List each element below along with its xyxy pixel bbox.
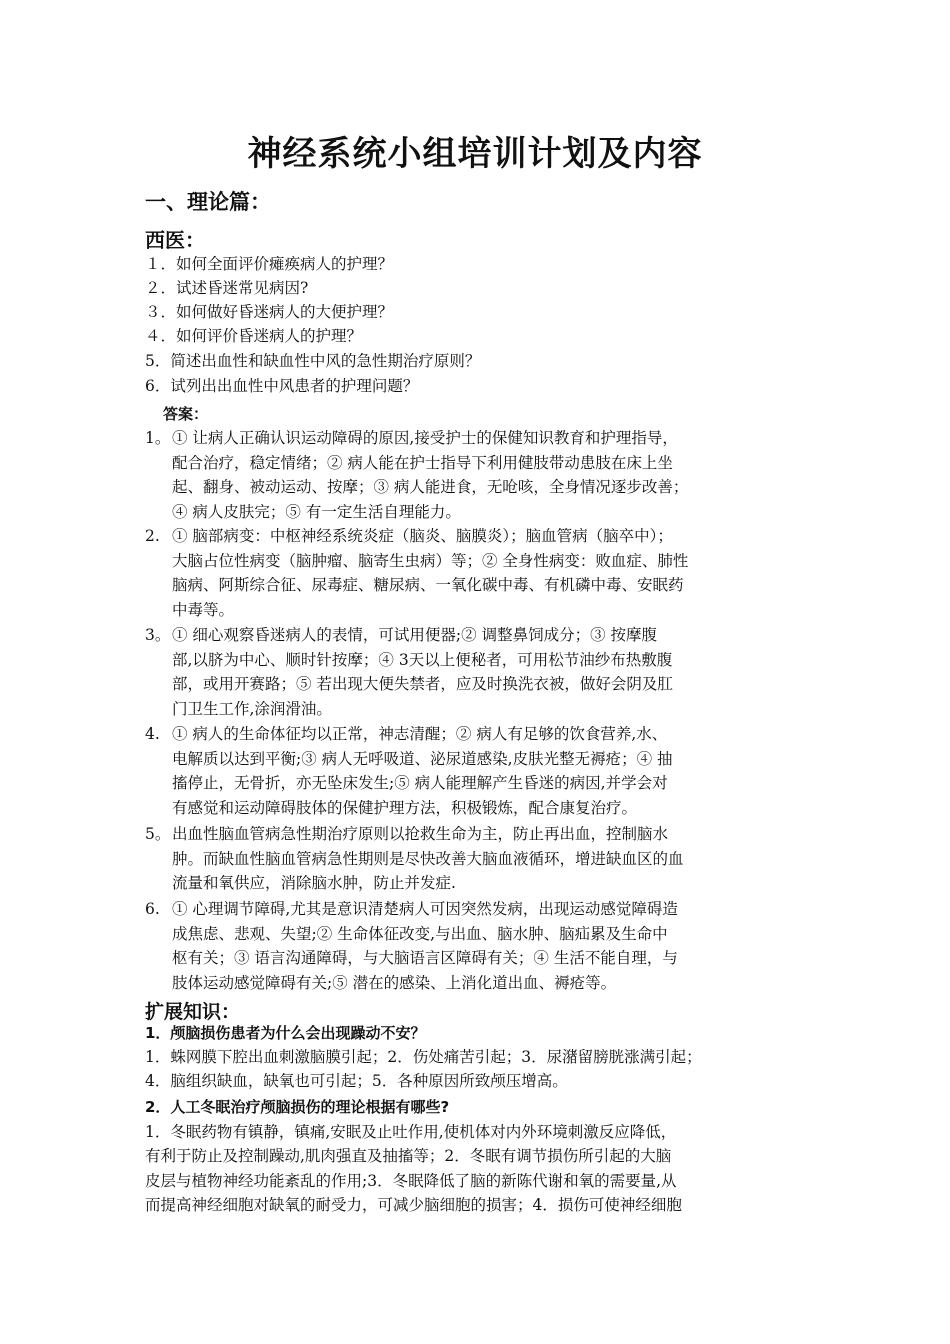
paragraph-line: 4．脑组织缺血，缺氧也可引起；5．各种原因所致颅压增高。 <box>145 1072 568 1091</box>
paragraph-line: 有利于防止及控制躁动,肌肉强直及抽搐等；2．冬眠有调节损伤所引起的大脑 <box>145 1147 672 1166</box>
extended-answer-2 <box>145 1120 815 1218</box>
answer-line: ④ 病人皮肤完；⑤ 有一定生活自理能力。 <box>172 502 461 521</box>
extended-question-2: 2．人工冬眠治疗颅脑损伤的理论根据有哪些? <box>145 1098 450 1116</box>
answer-line: 部,以脐为中心、顺时针按摩；④ 3天以上便秘者，可用松节油纱布热敷腹 <box>172 650 673 669</box>
answer-line: 电解质以达到平衡;③ 病人无呼吸道、泌尿道感染,皮肤光整无褥疮；④ 抽 <box>172 749 673 768</box>
answer-line: ① 细心观察昏迷病人的表情，可试用便器;② 调整鼻饲成分；③ 按摩腹 <box>172 626 658 644</box>
answer-item <box>145 897 810 995</box>
question-6: 6．试列出出血性中风患者的护理问题？ <box>145 377 419 395</box>
question-5: 5．简述出血性和缺血性中风的急性期治疗原则？ <box>145 352 481 370</box>
question-1: １．如何全面评价瘫痪病人的护理？ <box>145 255 394 273</box>
answer-line: 流量和氧供应，消除脑水肿，防止并发症. <box>172 874 456 893</box>
page-title: 神经系统小组培训计划及内容 <box>247 134 703 174</box>
answer-line: 肢体运动感觉障碍有关;⑤ 潜在的感染、上消化道出血、褥疮等。 <box>172 973 617 992</box>
paragraph-line: 1．蛛网膜下腔出血刺激脑膜引起；2．伤处痛苦引起；3．尿潴留膀胱涨满引起； <box>145 1048 702 1066</box>
answer-line: 配合治疗，稳定情绪；② 病人能在护士指导下利用健肢带动患肢在床上坐 <box>172 453 673 472</box>
answer-number: 5。 <box>145 825 171 843</box>
answer-number: 2. <box>145 527 160 545</box>
answer-number: 3。 <box>145 626 171 644</box>
paragraph-line: 1．冬眠药物有镇静，镇痛,安眠及止吐作用,使机体对内外环境刺激反应降低， <box>145 1123 677 1141</box>
answer-line: 中毒等。 <box>172 600 235 619</box>
answer-line: 部，或用开赛路；⑤ 若出现大便失禁者，应及时换洗衣被，做好会阴及肛 <box>172 675 673 694</box>
answer-line: ① 让病人正确认识运动障碍的原因,接受护士的保健知识教育和护理指导， <box>172 429 678 447</box>
answer-line: ① 病人的生命体征均以正常，神志清醒；② 病人有足够的饮食营养,水、 <box>172 725 668 743</box>
answer-item <box>145 524 810 622</box>
question-3: ３．如何做好昏迷病人的大便护理？ <box>145 303 394 321</box>
question-2: ２．试述昏迷常见病因? <box>145 279 309 297</box>
paragraph-line: 而提高神经细胞对缺氧的耐受力，可减少脑细胞的损害；4．损伤可使神经细胞 <box>145 1196 682 1215</box>
answer-item <box>145 722 810 820</box>
answer-line: 肿。而缺血性脑血管病急性期则是尽快改善大脑血液循环，增进缺血区的血 <box>172 849 684 868</box>
answer-line: 枢有关；③ 语言沟通障碍，与大脑语言区障碍有关；④ 生活不能自理，与 <box>172 949 678 968</box>
answer-line: 脑病、阿斯综合征、尿毒症、糖尿病、一氧化碳中毒、有机磷中毒、安眠药 <box>172 576 684 595</box>
extended-answer-1 <box>145 1045 815 1094</box>
paragraph-line: 皮层与植物神经功能紊乱的作用;3．冬眠降低了脑的新陈代谢和氧的需要量,从 <box>145 1171 677 1190</box>
extended-question-1: 1．颅脑损伤患者为什么会出现躁动不安？ <box>145 1024 426 1042</box>
answer-number: 6. <box>145 900 160 918</box>
section-heading-extended-knowledge: 扩展知识： <box>145 1001 241 1023</box>
answer-line: 起、翻身、被动运动、按摩；③ 病人能进食，无呛咳，全身情况逐步改善； <box>172 478 689 497</box>
answer-line: ① 脑部病变：中枢神经系统炎症（脑炎、脑膜炎）；脑血管病（脑卒中）； <box>172 527 673 545</box>
answer-line: 出血性脑血管病急性期治疗原则以抢救生命为主，防止再出血，控制脑水 <box>172 825 669 843</box>
answer-line: ① 心理调节障碍,尤其是意识清楚病人可因突然发病，出现运动感觉障碍造 <box>172 900 678 918</box>
answer-label: 答案： <box>163 405 209 423</box>
question-4: ４．如何评价昏迷病人的护理？ <box>145 327 363 345</box>
answer-number: 1。 <box>145 429 171 447</box>
subsection-heading-western-medicine: 西医： <box>145 228 205 252</box>
answer-number: 4. <box>145 725 160 743</box>
answer-line: 大脑占位性病变（脑肿瘤、脑寄生虫病）等；② 全身性病变：败血症、肺性 <box>172 551 689 570</box>
answer-line: 搐停止，无骨折，亦无坠床发生;⑤ 病人能理解产生昏迷的病因,并学会对 <box>172 774 668 793</box>
answer-line: 成焦虑、悲观、失望;② 生命体征改变,与出血、脑水肿、脑疝累及生命中 <box>172 924 668 943</box>
section-heading-theory: 一、理论篇： <box>145 190 271 214</box>
answer-line: 门卫生工作,涂润滑油。 <box>172 699 332 718</box>
answer-line: 有感觉和运动障碍肢体的保健护理方法，积极锻炼，配合康复治疗。 <box>172 798 638 817</box>
answer-item <box>145 822 810 896</box>
answer-item <box>145 426 810 524</box>
answer-item <box>145 623 810 721</box>
